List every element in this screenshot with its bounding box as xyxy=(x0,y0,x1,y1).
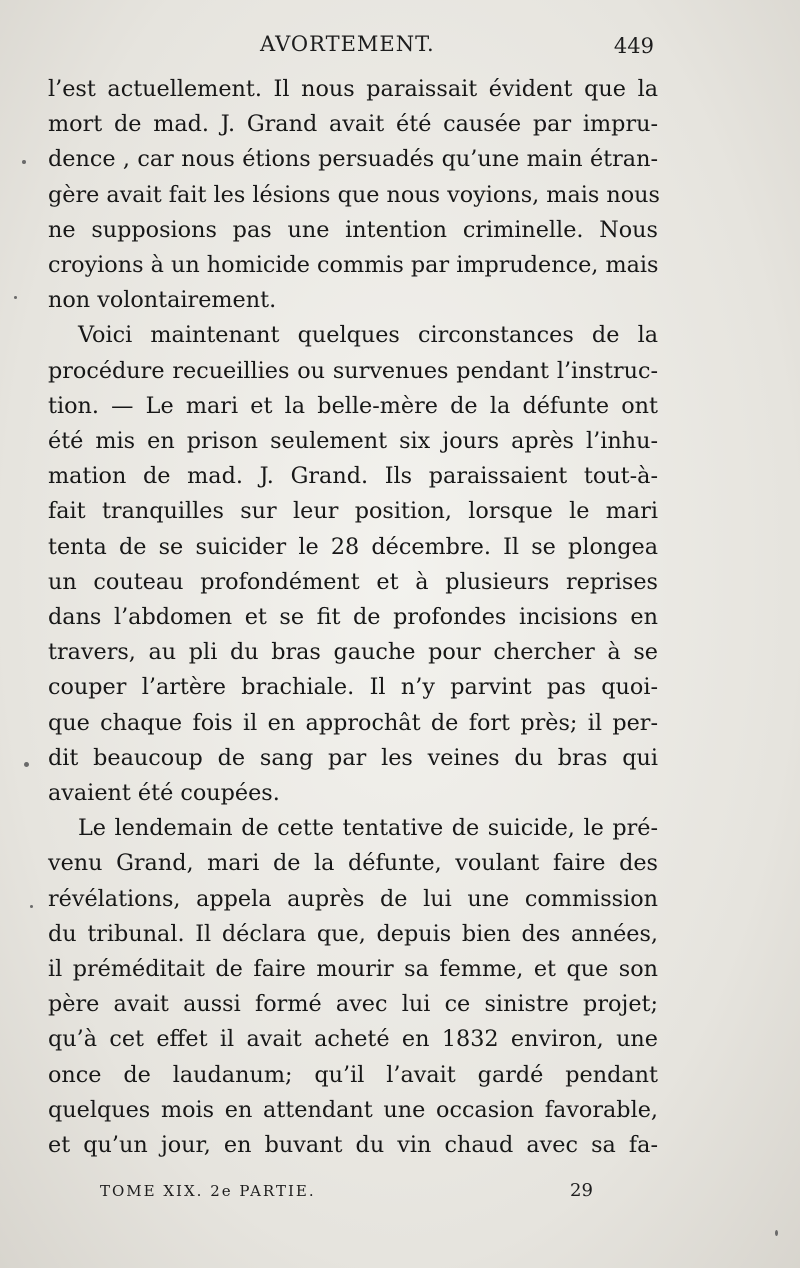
text-line: couper l’artère brachiale. Il n’y parvint pas quoi- xyxy=(48,674,658,701)
text-line: que chaque fois il en approchât de fort près; il per- xyxy=(48,709,658,736)
ink-speck xyxy=(22,160,26,164)
page-footer xyxy=(48,1180,658,1208)
text-line: fait tranquilles sur leur position, lorsque le mari xyxy=(48,498,658,525)
text-line: procédure recueillies ou survenues pendant l’instruc- xyxy=(48,357,658,384)
text-line: quelques mois en attendant une occasion favorable, xyxy=(48,1096,658,1123)
text-line: tenta de se suicider le 28 décembre. Il se plongea xyxy=(48,533,658,560)
text-line: mation de mad. J. Grand. Ils paraissaient tout-à- xyxy=(48,463,658,490)
text-line: et qu’un jour, en buvant du vin chaud avec sa fa- xyxy=(48,1132,658,1159)
text-line: venu Grand, mari de la défunte, voulant faire des xyxy=(48,850,658,877)
text-line: il préméditait de faire mourir sa femme, et que son xyxy=(48,956,658,983)
text-line: tion. — Le mari et la belle-mère de la défunte ont xyxy=(48,392,658,419)
ink-speck xyxy=(14,296,17,299)
ink-speck xyxy=(24,762,29,767)
page-number: 449 xyxy=(613,34,654,58)
paragraph-3 xyxy=(48,811,658,1163)
text-line: dans l’abdomen et se fit de profondes incisions en xyxy=(48,604,658,631)
page-header xyxy=(48,30,658,60)
text-line: père avait aussi formé avec lui ce sinistre projet; xyxy=(48,991,658,1018)
text-line: once de laudanum; qu’il l’avait gardé pendant xyxy=(48,1061,658,1088)
text-line: non volontairement. xyxy=(48,287,277,314)
text-line: l’est actuellement. Il nous paraissait évident que la xyxy=(48,76,658,102)
text-line: été mis en prison seulement six jours après l’inhu- xyxy=(48,428,658,455)
text-line: dit beaucoup de sang par les veines du bras qui xyxy=(48,744,658,771)
text-line: croyions à un homicide commis par imprudence, mais xyxy=(48,252,659,279)
text-line: mort de mad. J. Grand avait été causée par impru- xyxy=(48,111,658,138)
text-line: qu’à cet effet il avait acheté en 1832 environ, une xyxy=(48,1026,658,1053)
text-line: un couteau profondément et à plusieurs reprises xyxy=(48,568,658,595)
paragraph-2 xyxy=(48,318,658,811)
text-line: gère avait fait les lésions que nous voyions, mais nous xyxy=(48,181,660,208)
ink-speck xyxy=(30,905,33,908)
signature-number: 29 xyxy=(570,1180,593,1201)
ink-speck xyxy=(775,1230,778,1236)
text-line: travers, au pli du bras gauche pour chercher à se xyxy=(48,639,658,666)
paragraph-1 xyxy=(48,72,658,318)
text-line: avaient été coupées. xyxy=(48,780,280,807)
text-line: Voici maintenant quelques circonstances de la xyxy=(78,322,658,349)
body-text xyxy=(48,72,658,1163)
text-line: révélations, appela auprès de lui une commission xyxy=(48,885,658,912)
text-line: dence , car nous étions persuadés qu’une main étran- xyxy=(48,146,658,173)
running-title: AVORTEMENT. xyxy=(260,32,435,56)
text-line: du tribunal. Il déclara que, depuis bien des années, xyxy=(48,920,658,947)
text-line: Le lendemain de cette tentative de suicide, le pré- xyxy=(78,815,658,842)
printer-signature: TOME XIX. 2e PARTIE. xyxy=(100,1182,316,1200)
text-line: ne supposions pas une intention criminelle. Nous xyxy=(48,216,658,243)
